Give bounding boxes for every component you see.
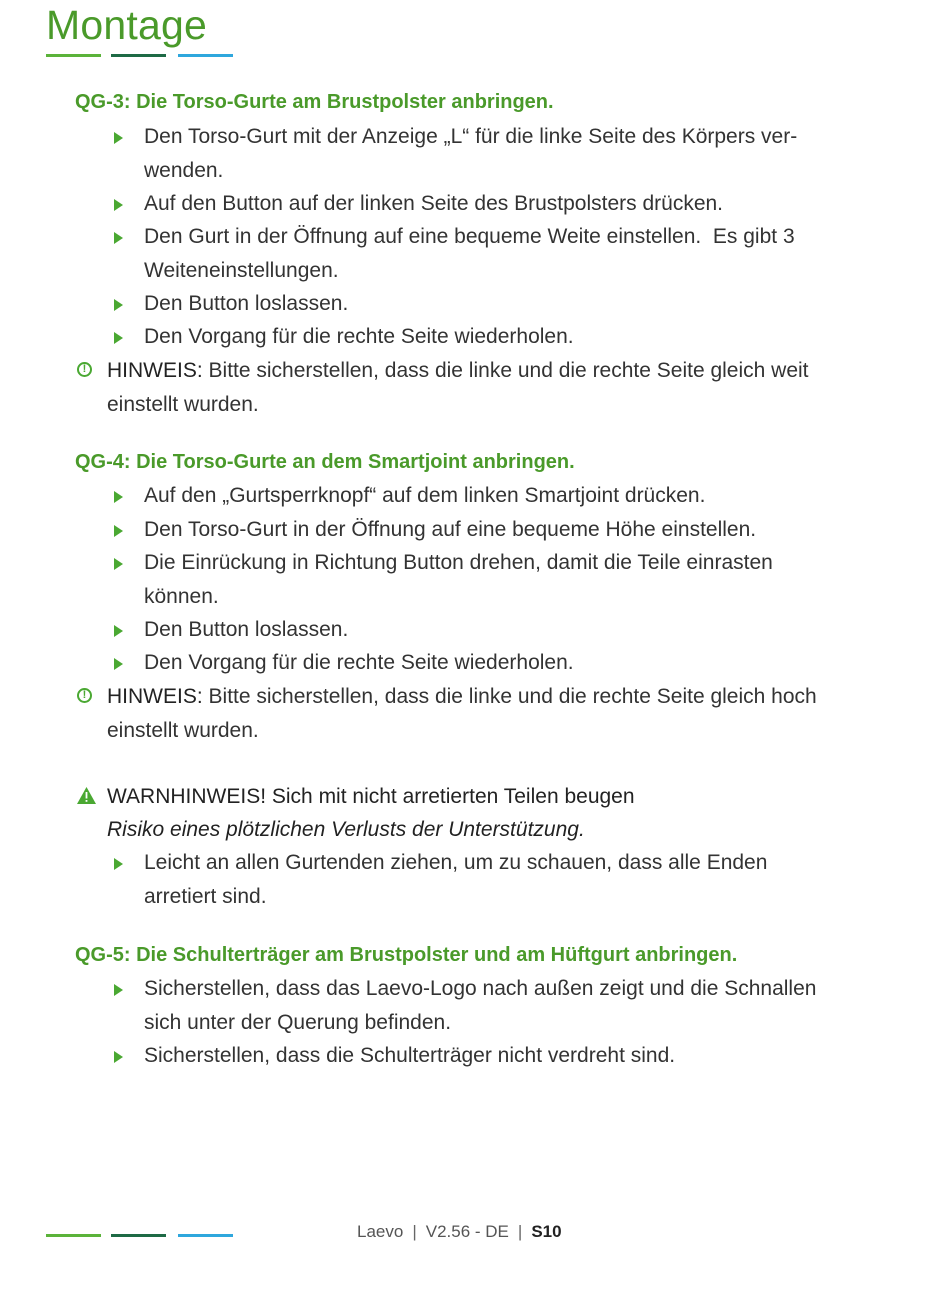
section-heading-qg3: QG-3: Die Torso-Gurte am Brustpolster anbringen. (75, 91, 554, 113)
section-heading-qg4: QG-4: Die Torso-Gurte an dem Smartjoint anbringen. (75, 451, 575, 473)
bullet-triangle-icon (114, 1051, 123, 1063)
footer-page-number: S10 (531, 1222, 562, 1241)
divider-bar-dark-green (111, 1234, 166, 1237)
list-item (114, 1039, 834, 1073)
list-item (114, 513, 834, 547)
bullet-triangle-icon (114, 132, 123, 144)
section-heading-qg5: QG-5: Die Schulterträger am Brustpolster und am Hüftgurt anbringen. (75, 944, 738, 966)
list-item-line: Den Vorgang für die rechte Seite wiederholen. (144, 651, 574, 674)
info-circle-icon: ! (77, 362, 92, 377)
list-item-line: sich unter der Querung befinden. (144, 1010, 452, 1034)
note-label: HINWEIS: (107, 685, 203, 708)
list-item-line: arretiert sind. (144, 884, 267, 908)
divider-bar-blue (178, 1234, 233, 1237)
footer-separator: | (517, 1222, 523, 1241)
warning-triangle-icon (77, 787, 96, 804)
note-line: Bitte sicherstellen, dass die linke und die rechte Seite gleich hoch (208, 685, 817, 708)
bullet-triangle-icon (114, 658, 123, 670)
footer-brand: Laevo (357, 1222, 404, 1241)
note-line: Bitte sicherstellen, dass die linke und die rechte Seite gleich weit (208, 359, 809, 382)
list-item (114, 646, 834, 680)
bullet-triangle-icon (114, 491, 123, 503)
bullet-triangle-icon (114, 625, 123, 637)
list-item-line: Den Button loslassen. (144, 618, 349, 641)
list-item (114, 546, 834, 613)
bullet-triangle-icon (114, 558, 123, 570)
list-item-line: Leicht an allen Gurtenden ziehen, um zu schauen, dass alle Enden (144, 851, 768, 874)
list-item-line: Die Einrückung in Richtung Button drehen, damit die Teile einrasten (144, 551, 773, 574)
list-item-line: Weiteneinstellungen. (144, 258, 339, 282)
page-footer (357, 1222, 562, 1242)
divider-bar-green (46, 1234, 101, 1237)
page-title: Montage (46, 2, 207, 48)
list-item-line: Sicherstellen, dass das Laevo-Logo nach außen zeigt und die Schnallen (144, 977, 817, 1000)
list-item (114, 220, 834, 287)
list-item-line: wenden. (144, 158, 224, 182)
list-item (114, 120, 834, 187)
bullet-triangle-icon (114, 332, 123, 344)
list-item-line: Den Torso-Gurt mit der Anzeige „L“ für die linke Seite des Körpers ver- (144, 125, 798, 148)
footer-separator: | (412, 1222, 417, 1241)
list-item-line: können. (144, 584, 219, 608)
divider-bar-green (46, 54, 101, 57)
list-item-line: Auf den Button auf der linken Seite des Brustpolsters drücken. (144, 192, 724, 215)
list-item-line: Den Torso-Gurt in der Öffnung auf eine bequeme Höhe einstellen. (144, 518, 757, 541)
bullet-triangle-icon (114, 858, 123, 870)
note-label: HINWEIS: (107, 359, 203, 382)
note-line: einstellt wurden. (107, 718, 259, 742)
bullet-triangle-icon (114, 525, 123, 537)
bullet-triangle-icon (114, 984, 123, 996)
warning-subtitle: Risiko eines plötzlichen Verlusts der Unterstützung. (107, 818, 585, 841)
list-item-line: Auf den „Gurtsperrknopf“ auf dem linken Smartjoint drücken. (144, 484, 706, 507)
divider-bar-blue (178, 54, 233, 57)
list-item-line: Den Gurt in der Öffnung auf eine bequeme Weite einstellen. Es gibt 3 (144, 225, 795, 248)
list-item (114, 320, 834, 354)
list-item (114, 479, 834, 513)
note-hinweis (77, 354, 852, 421)
divider-bar-dark-green (111, 54, 166, 57)
list-item (114, 846, 834, 913)
info-circle-icon: ! (77, 688, 92, 703)
note-hinweis (77, 680, 852, 747)
note-line: einstellt wurden. (107, 392, 259, 416)
warning-title: WARNHINWEIS! Sich mit nicht arretierten Teilen beugen (107, 785, 635, 808)
bullet-triangle-icon (114, 299, 123, 311)
list-item-line: Sicherstellen, dass die Schulterträger nicht verdreht sind. (144, 1044, 676, 1067)
bullet-triangle-icon (114, 232, 123, 244)
list-item (114, 613, 834, 647)
list-item (114, 187, 834, 221)
footer-version: V2.56 - DE (425, 1222, 509, 1241)
list-item-line: Den Vorgang für die rechte Seite wiederholen. (144, 325, 574, 348)
bullet-triangle-icon (114, 199, 123, 211)
list-item (114, 287, 834, 321)
list-item (114, 972, 834, 1039)
list-item-line: Den Button loslassen. (144, 292, 349, 315)
